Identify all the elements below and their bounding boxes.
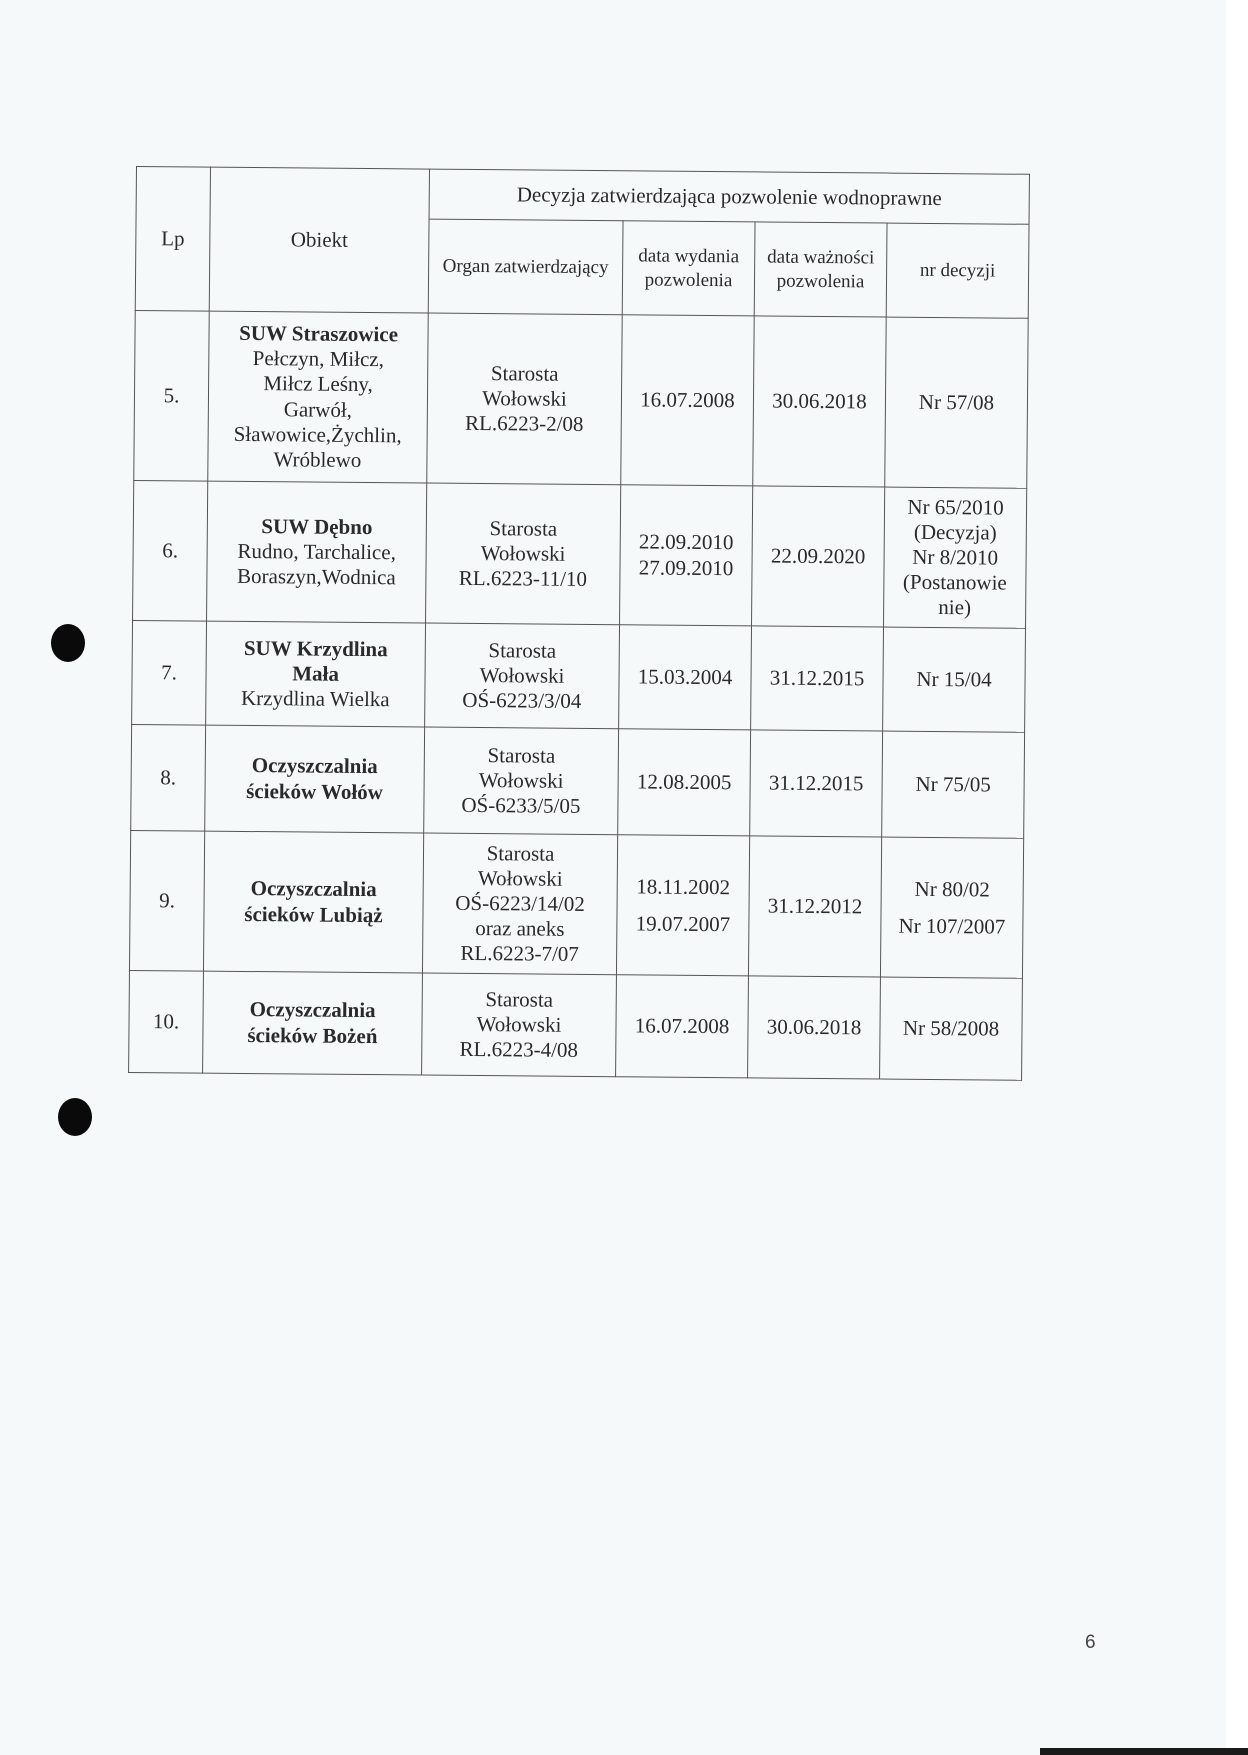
organ-cell: Starosta Wołowski OŚ-6223/14/02 oraz aneks RL.6223-7/07 — [422, 833, 617, 975]
object-cell — [207, 481, 427, 623]
table-row — [131, 724, 1025, 838]
page-edge — [1226, 0, 1248, 1755]
object-name: Oczyszczalnia ścieków Wołów — [246, 753, 384, 804]
header-decision-group: Decyzja zatwierdzająca pozwolenie wodnoprawne — [429, 169, 1029, 224]
object-name: Oczyszczalnia ścieków Lubiąż — [244, 876, 383, 927]
object-cell — [203, 971, 423, 1075]
object-name: Oczyszczalnia ścieków Bożeń — [247, 997, 378, 1048]
organ-cell: Starosta Wołowski OŚ-6223/3/04 — [425, 623, 620, 729]
issue-date-cell: 16.07.2008 — [616, 975, 749, 1078]
header-lp: Lp — [135, 167, 210, 312]
issue-date-cell: 16.07.2008 — [621, 315, 754, 486]
row-lp: 6. — [133, 480, 208, 621]
issue-date-cell: 15.03.2004 — [619, 625, 752, 730]
issue-date-cell: 18.11.2002 19.07.2007 — [616, 835, 749, 976]
page-number: 6 — [1085, 1632, 1096, 1653]
row-lp: 7. — [132, 620, 207, 725]
table-row — [134, 310, 1028, 488]
validity-date-cell: 30.06.2018 — [748, 976, 881, 1079]
object-name: SUW Straszowice — [239, 320, 399, 347]
decision-no-cell: Nr 80/02 Nr 107/2007 — [880, 837, 1023, 978]
object-name: SUW Krzydlina Mała — [243, 635, 388, 686]
object-cell — [206, 621, 426, 727]
object-name: SUW Dębno — [261, 513, 373, 539]
row-lp: 5. — [134, 310, 209, 481]
validity-date-cell: 31.12.2012 — [748, 836, 881, 977]
row-lp: 8. — [131, 724, 206, 831]
organ-cell: Starosta Wołowski RL.6223-2/08 — [427, 313, 622, 485]
header-issue-date: data wydania pozwolenia — [622, 221, 755, 316]
decision-no-cell: Nr 57/08 — [885, 317, 1029, 488]
row-lp: 10. — [129, 970, 204, 1073]
validity-date-cell: 22.09.2020 — [752, 486, 885, 627]
issue-date-cell: 12.08.2005 — [618, 729, 751, 836]
decision-no-cell: Nr 75/05 — [882, 731, 1025, 838]
object-locations: Pełczyn, Miłcz, Miłcz Leśny, Garwół, Sławowice,Żychlin, Wróblewo — [233, 346, 402, 472]
punch-hole-bottom — [58, 1098, 92, 1136]
table-row — [133, 480, 1027, 628]
validity-date-cell: 31.12.2015 — [750, 730, 883, 837]
header-object: Obiekt — [209, 167, 429, 313]
scan-edge — [1040, 1748, 1248, 1755]
organ-cell: Starosta Wołowski OŚ-6233/5/05 — [424, 727, 619, 835]
header-organ: Organ zatwierdzający — [428, 219, 623, 315]
object-cell — [203, 831, 423, 973]
object-cell — [205, 725, 425, 833]
organ-cell: Starosta Wołowski RL.6223-4/08 — [422, 973, 617, 1077]
validity-date-cell: 31.12.2015 — [751, 626, 884, 731]
row-lp: 9. — [129, 830, 204, 971]
table-row — [129, 970, 1023, 1080]
object-locations: Krzydlina Wielka — [240, 686, 390, 712]
decision-no-cell: Nr 65/2010 (Decyzja) Nr 8/2010 (Postanowie nie) — [884, 487, 1027, 628]
validity-date-cell: 30.06.2018 — [753, 316, 886, 487]
object-locations: Rudno, Tarchalice, Boraszyn,Wodnica — [236, 538, 396, 590]
table-row — [132, 620, 1026, 732]
organ-cell: Starosta Wołowski RL.6223-11/10 — [426, 483, 621, 625]
header-decision-no: nr decyzji — [886, 223, 1029, 318]
issue-date-cell: 22.09.2010 27.09.2010 — [620, 485, 753, 626]
decision-no-cell: Nr 15/04 — [883, 627, 1026, 732]
table-row — [129, 830, 1023, 978]
punch-hole-top — [51, 624, 85, 662]
header-validity-date: data ważności pozwolenia — [754, 222, 887, 317]
object-cell — [208, 311, 428, 483]
water-permits-table — [128, 166, 1030, 1081]
decision-no-cell: Nr 58/2008 — [880, 977, 1023, 1080]
